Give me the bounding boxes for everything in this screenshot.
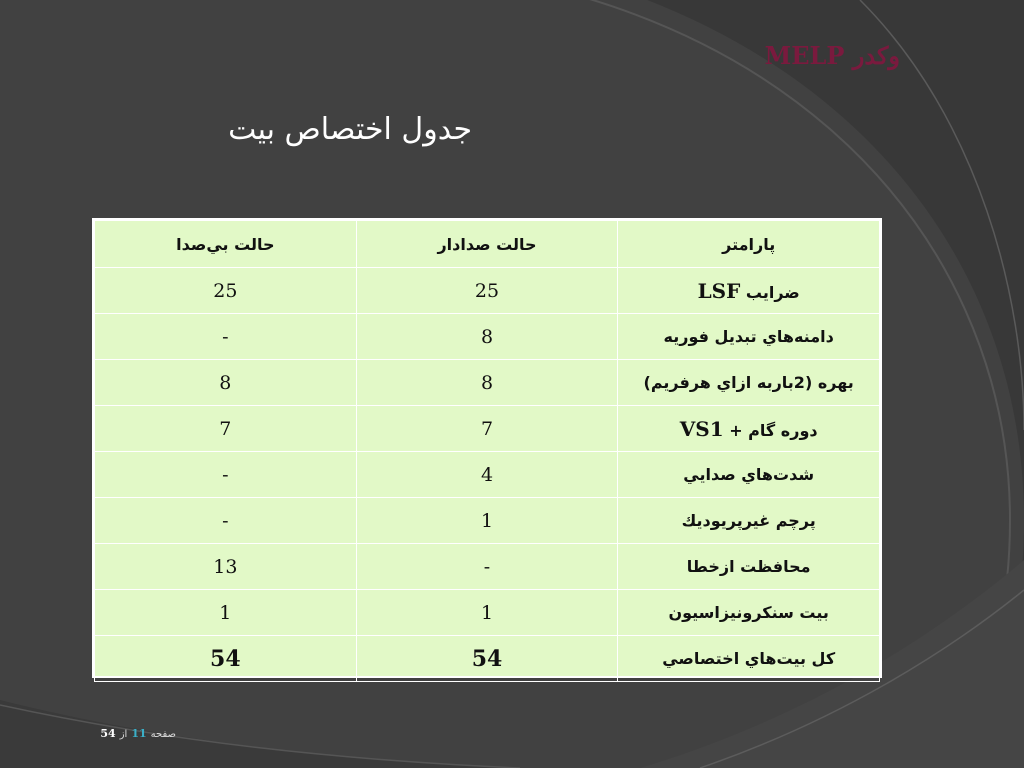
- unvoiced-value: 13: [95, 544, 357, 590]
- param-text: ضرايب: [745, 282, 800, 302]
- unvoiced-value: 25: [95, 268, 357, 314]
- param-text: دوره گام +: [729, 420, 818, 440]
- param-text: شدت‌هاي صدايي: [683, 465, 815, 484]
- param-latin-text: LSF: [697, 278, 741, 303]
- unvoiced-value: 1: [95, 590, 357, 636]
- param-text: پرچم غيرپريوديك: [681, 511, 816, 530]
- bit-allocation-grid: [94, 220, 880, 682]
- table-row: [95, 314, 880, 360]
- voiced-value: 4: [356, 452, 618, 498]
- param-cell: [618, 314, 880, 360]
- voiced-value: -: [356, 544, 618, 590]
- column-header-unvoiced: حالت بي‌صدا: [95, 221, 357, 268]
- voiced-value: 1: [356, 498, 618, 544]
- param-text: كل بيت‌هاي اختصاصي: [662, 649, 836, 668]
- unvoiced-value: 7: [95, 406, 357, 452]
- unvoiced-value: -: [95, 498, 357, 544]
- unvoiced-value: -: [95, 314, 357, 360]
- param-cell: [618, 498, 880, 544]
- param-text: دامنه‌هاي تبديل فوريه: [663, 327, 834, 346]
- voiced-total-value: 54: [356, 636, 618, 682]
- voiced-value: 8: [356, 360, 618, 406]
- param-cell: [618, 590, 880, 636]
- param-text: بهره (2باربه ازاي هرفريم): [643, 373, 854, 392]
- unvoiced-value: 8: [95, 360, 357, 406]
- table-header-row: [95, 221, 880, 268]
- param-cell: [618, 636, 880, 682]
- param-cell: [618, 268, 880, 314]
- param-text: بيت سنكرونيزاسيون: [668, 603, 829, 622]
- page-total: 54: [100, 727, 116, 740]
- voiced-value: 25: [356, 268, 618, 314]
- param-text: محافظت ازخطا: [686, 557, 811, 576]
- page-current: 11: [131, 727, 147, 740]
- page-indicator: [96, 726, 176, 743]
- unvoiced-value: -: [95, 452, 357, 498]
- of-label: از: [119, 729, 128, 740]
- param-latin-text: VS1: [679, 416, 724, 441]
- table-row: [95, 268, 880, 314]
- slide-header: وكدر MELP: [764, 41, 900, 70]
- unvoiced-total-value: 54: [95, 636, 357, 682]
- table-row-total: [95, 636, 880, 682]
- voiced-value: 7: [356, 406, 618, 452]
- column-header-parameter: پارامتر: [618, 221, 880, 268]
- param-cell: [618, 360, 880, 406]
- table-row: [95, 590, 880, 636]
- table-row: [95, 406, 880, 452]
- param-cell: [618, 544, 880, 590]
- table-row: [95, 452, 880, 498]
- bit-allocation-table: [92, 218, 882, 678]
- voiced-value: 1: [356, 590, 618, 636]
- param-cell: [618, 452, 880, 498]
- column-header-voiced: حالت صدادار: [356, 221, 618, 268]
- param-cell: [618, 406, 880, 452]
- page-label: صفحه: [150, 729, 176, 740]
- table-row: [95, 498, 880, 544]
- slide-title: جدول اختصاص بيت: [228, 112, 472, 147]
- table-row: [95, 544, 880, 590]
- voiced-value: 8: [356, 314, 618, 360]
- table-row: [95, 360, 880, 406]
